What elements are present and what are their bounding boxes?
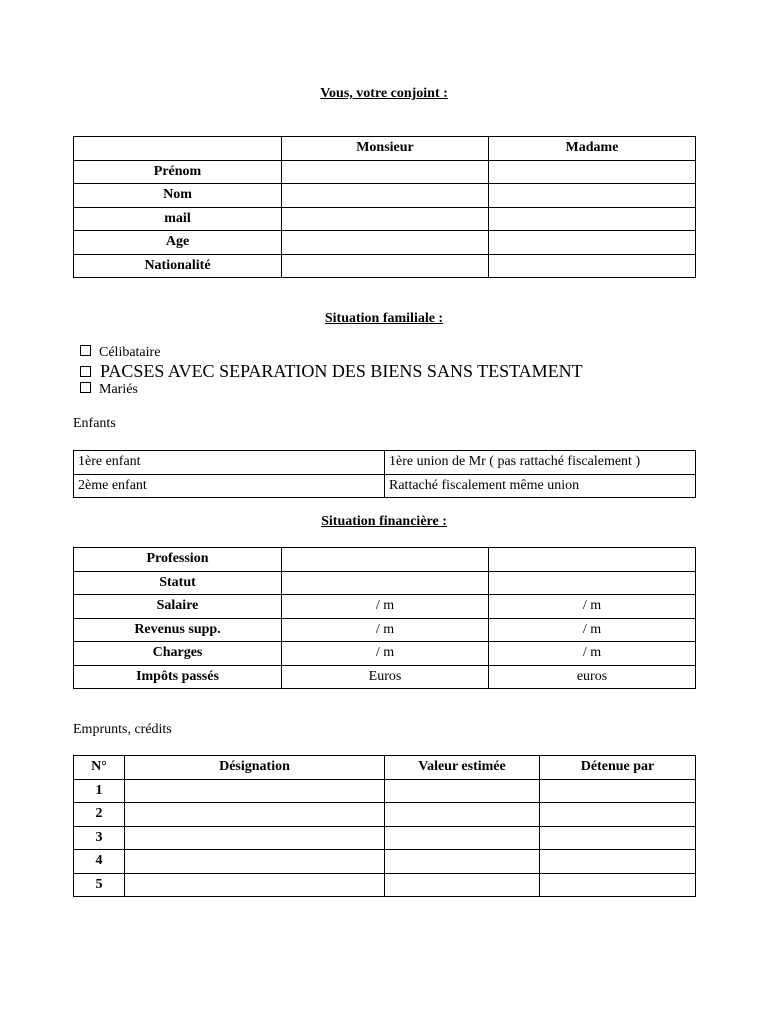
- age-madame-cell[interactable]: [489, 231, 696, 255]
- child-note-cell: Rattaché fiscalement même union: [385, 474, 696, 498]
- nationalite-madame-cell[interactable]: [489, 254, 696, 278]
- valeur-cell[interactable]: [385, 873, 540, 897]
- prenom-monsieur-cell[interactable]: [282, 160, 489, 184]
- monsieur-cell[interactable]: Euros: [282, 665, 489, 689]
- table-row: [74, 254, 696, 278]
- designation-cell[interactable]: [125, 779, 385, 803]
- table-row: [74, 184, 696, 208]
- children-label: Enfants: [73, 416, 116, 431]
- detenue-cell[interactable]: [540, 803, 696, 827]
- checkbox-icon[interactable]: [80, 382, 91, 393]
- valeur-cell[interactable]: [385, 803, 540, 827]
- valeur-cell[interactable]: [385, 850, 540, 874]
- table-row: [74, 826, 696, 850]
- monsieur-cell[interactable]: / m: [282, 595, 489, 619]
- table-row: [74, 231, 696, 255]
- option-pacses[interactable]: [80, 361, 583, 382]
- checkbox-icon[interactable]: [80, 366, 91, 377]
- row-label: Revenus supp.: [74, 618, 282, 642]
- spouse-table: [73, 136, 696, 278]
- column-header-monsieur: Monsieur: [282, 137, 489, 161]
- designation-cell[interactable]: [125, 850, 385, 874]
- valeur-cell[interactable]: [385, 826, 540, 850]
- finance-section-title: Situation financière :: [321, 514, 447, 529]
- nom-madame-cell[interactable]: [489, 184, 696, 208]
- row-number: 5: [74, 873, 125, 897]
- designation-cell[interactable]: [125, 826, 385, 850]
- row-label-age: Age: [74, 231, 282, 255]
- madame-cell[interactable]: euros: [489, 665, 696, 689]
- monsieur-cell[interactable]: [282, 571, 489, 595]
- child-cell: 1ère enfant: [74, 451, 385, 475]
- madame-cell[interactable]: [489, 571, 696, 595]
- spouse-section-title: Vous, votre conjoint :: [320, 86, 448, 101]
- row-label: Charges: [74, 642, 282, 666]
- age-monsieur-cell[interactable]: [282, 231, 489, 255]
- table-row: [74, 595, 696, 619]
- madame-cell[interactable]: / m: [489, 595, 696, 619]
- nom-monsieur-cell[interactable]: [282, 184, 489, 208]
- row-label-mail: mail: [74, 207, 282, 231]
- row-label: Statut: [74, 571, 282, 595]
- row-number: 1: [74, 779, 125, 803]
- row-label: Salaire: [74, 595, 282, 619]
- table-row: [74, 873, 696, 897]
- nationalite-monsieur-cell[interactable]: [282, 254, 489, 278]
- row-number: 3: [74, 826, 125, 850]
- detenue-cell[interactable]: [540, 850, 696, 874]
- row-number: 2: [74, 803, 125, 827]
- column-header-valeur: Valeur estimée: [385, 756, 540, 780]
- option-label: Mariés: [99, 382, 138, 397]
- table-row: [74, 207, 696, 231]
- child-note-cell: 1ère union de Mr ( pas rattaché fiscalement ): [385, 451, 696, 475]
- table-header-row: [74, 756, 696, 780]
- madame-cell[interactable]: / m: [489, 618, 696, 642]
- designation-cell[interactable]: [125, 803, 385, 827]
- option-celibataire[interactable]: [80, 345, 160, 361]
- loans-table: [73, 755, 696, 897]
- table-row: [74, 571, 696, 595]
- column-header-designation: Désignation: [125, 756, 385, 780]
- child-cell: 2ème enfant: [74, 474, 385, 498]
- option-maries[interactable]: [80, 382, 138, 398]
- monsieur-cell[interactable]: / m: [282, 642, 489, 666]
- valeur-cell[interactable]: [385, 779, 540, 803]
- madame-cell[interactable]: [489, 548, 696, 572]
- table-row: [74, 548, 696, 572]
- monsieur-cell[interactable]: / m: [282, 618, 489, 642]
- children-table: [73, 450, 696, 498]
- table-row: [74, 160, 696, 184]
- monsieur-cell[interactable]: [282, 548, 489, 572]
- column-header: [74, 137, 282, 161]
- table-row: [74, 618, 696, 642]
- family-section-title: Situation familiale :: [324, 311, 444, 326]
- table-row: [74, 850, 696, 874]
- column-header-number: N°: [74, 756, 125, 780]
- finance-table: [73, 547, 696, 689]
- table-row: [74, 642, 696, 666]
- detenue-cell[interactable]: [540, 826, 696, 850]
- column-header-madame: Madame: [489, 137, 696, 161]
- table-row: [74, 779, 696, 803]
- table-row: [74, 451, 696, 475]
- detenue-cell[interactable]: [540, 873, 696, 897]
- detenue-cell[interactable]: [540, 779, 696, 803]
- row-label-nationalite: Nationalité: [74, 254, 282, 278]
- row-label: Profession: [74, 548, 282, 572]
- table-header-row: [74, 137, 696, 161]
- designation-cell[interactable]: [125, 873, 385, 897]
- column-header-detenue: Détenue par: [540, 756, 696, 780]
- table-row: [74, 665, 696, 689]
- row-number: 4: [74, 850, 125, 874]
- mail-madame-cell[interactable]: [489, 207, 696, 231]
- row-label: Impôts passés: [74, 665, 282, 689]
- table-row: [74, 803, 696, 827]
- row-label-prenom: Prénom: [74, 160, 282, 184]
- prenom-madame-cell[interactable]: [489, 160, 696, 184]
- checkbox-icon[interactable]: [80, 345, 91, 356]
- option-label: PACSES AVEC SEPARATION DES BIENS SANS TESTAMENT: [100, 361, 583, 381]
- table-row: [74, 474, 696, 498]
- option-label: Célibataire: [99, 345, 161, 360]
- loans-section-title: Emprunts, crédits: [73, 722, 172, 737]
- row-label-nom: Nom: [74, 184, 282, 208]
- mail-monsieur-cell[interactable]: [282, 207, 489, 231]
- madame-cell[interactable]: / m: [489, 642, 696, 666]
